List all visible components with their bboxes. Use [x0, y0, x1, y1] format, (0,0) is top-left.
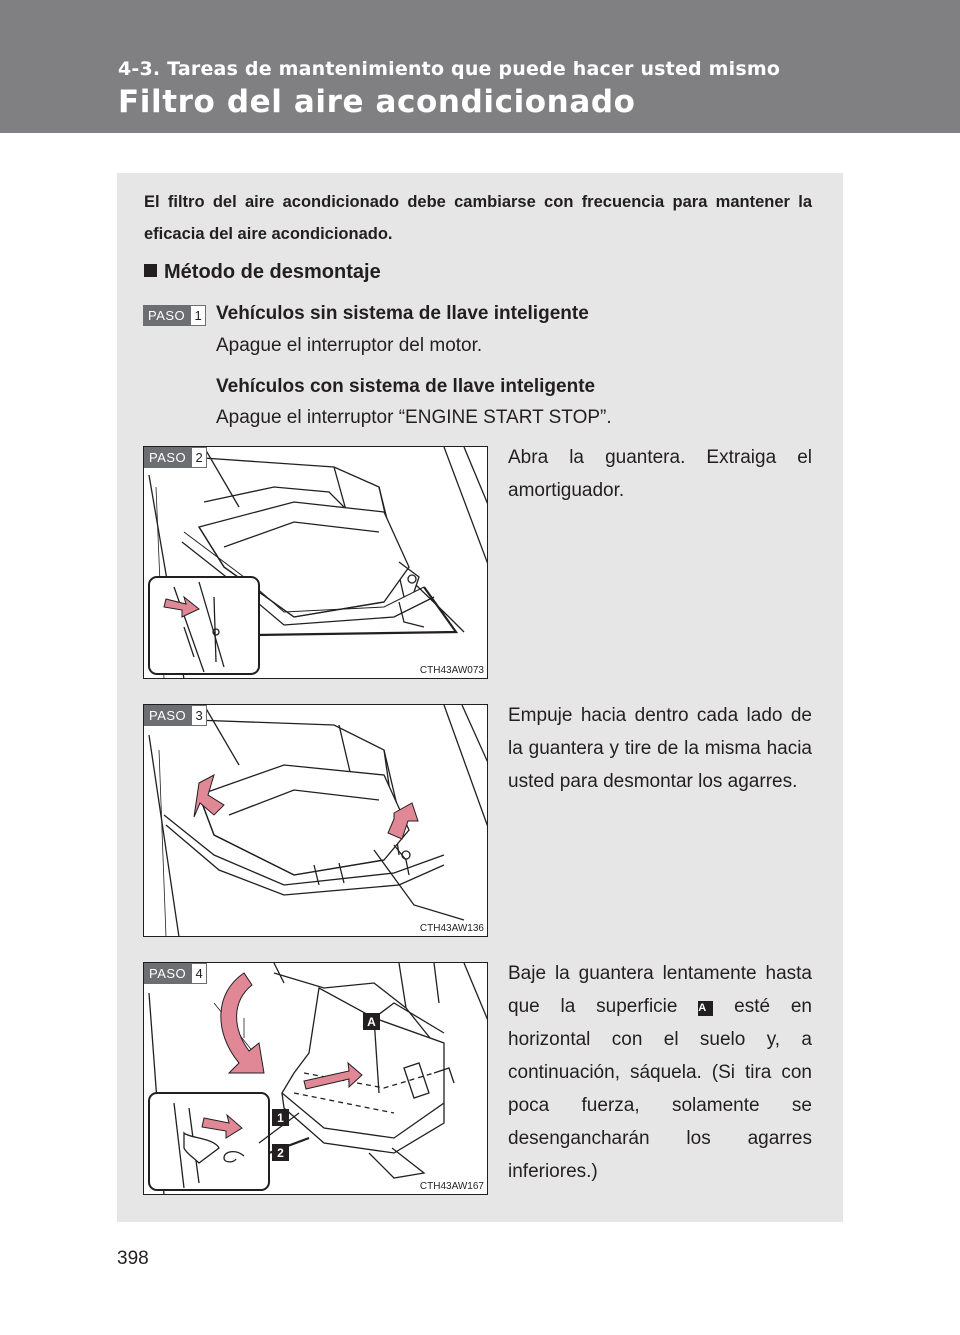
- step-4-badge: [144, 963, 207, 984]
- surface-a-marker: A: [698, 1001, 713, 1016]
- figure-code: CTH43AW136: [419, 923, 484, 934]
- square-bullet-icon: [144, 264, 157, 277]
- callout-2-label: 2: [277, 1146, 284, 1160]
- step-number: 3: [191, 705, 207, 726]
- step-1-condition-1-title: Vehículos sin sistema de llave inteligente: [216, 303, 589, 324]
- step-2-text: Abra la guantera. Extraiga el amortiguador.: [508, 447, 812, 501]
- step-4-text-before: Baje la guantera lentamente hasta que la superficie: [508, 963, 812, 1017]
- step-1-condition-2-text: Apague el interruptor “ENGINE START STOP”.: [216, 407, 612, 428]
- step-4-text-after: esté en horizontal con el suelo y, a continuación, sáquela. (Si tira con poca fuerza, solamente se desengancharán los agarres inferiores.): [508, 996, 812, 1182]
- section-label: 4-3. Tareas de mantenimiento que puede hacer usted mismo: [118, 58, 781, 80]
- page-number: 398: [117, 1248, 149, 1269]
- step-3-badge: [144, 705, 207, 726]
- figure-code: CTH43AW073: [419, 665, 484, 676]
- callout-1: [272, 1109, 289, 1126]
- step-1-badge: [143, 305, 206, 326]
- step-4-text: [508, 957, 812, 1188]
- step-2-figure: [143, 446, 488, 679]
- glove-box-open-illustration: [144, 447, 488, 679]
- paso-label: PASO: [144, 447, 191, 468]
- figure-code: CTH43AW167: [419, 1181, 484, 1192]
- step-1-condition-1-text: Apague el interruptor del motor.: [216, 335, 483, 356]
- step-3-text: Empuje hacia dentro cada lado de la guantera y tire de la misma hacia usted para desmontar los agarres.: [508, 705, 812, 792]
- subheading-label: Método de desmontaje: [164, 261, 381, 283]
- step-1-condition-2-title: Vehículos con sistema de llave inteligente: [216, 376, 596, 397]
- callout-2: [272, 1144, 289, 1161]
- intro-text: El filtro del aire acondicionado debe cambiarse con frecuencia para mantener la eficacia del aire acondicionado.: [144, 193, 812, 243]
- step-4-figure: [143, 962, 488, 1195]
- step-number: 4: [191, 963, 207, 984]
- paso-label: PASO: [144, 705, 191, 726]
- subheading: [144, 258, 381, 286]
- callout-a-label: A: [367, 1015, 376, 1029]
- step-3-figure: [143, 704, 488, 937]
- step-number: 2: [191, 447, 207, 468]
- glove-box-removal-illustration: [144, 963, 488, 1195]
- paso-label: PASO: [144, 963, 191, 984]
- callout-a: [363, 1013, 380, 1030]
- callout-1-label: 1: [277, 1111, 284, 1125]
- page-title: Filtro del aire acondicionado: [118, 84, 636, 120]
- paso-label: PASO: [143, 305, 190, 326]
- step-2-badge: [144, 447, 207, 468]
- glove-box-sides-illustration: [144, 705, 488, 937]
- step-number: 1: [190, 305, 206, 326]
